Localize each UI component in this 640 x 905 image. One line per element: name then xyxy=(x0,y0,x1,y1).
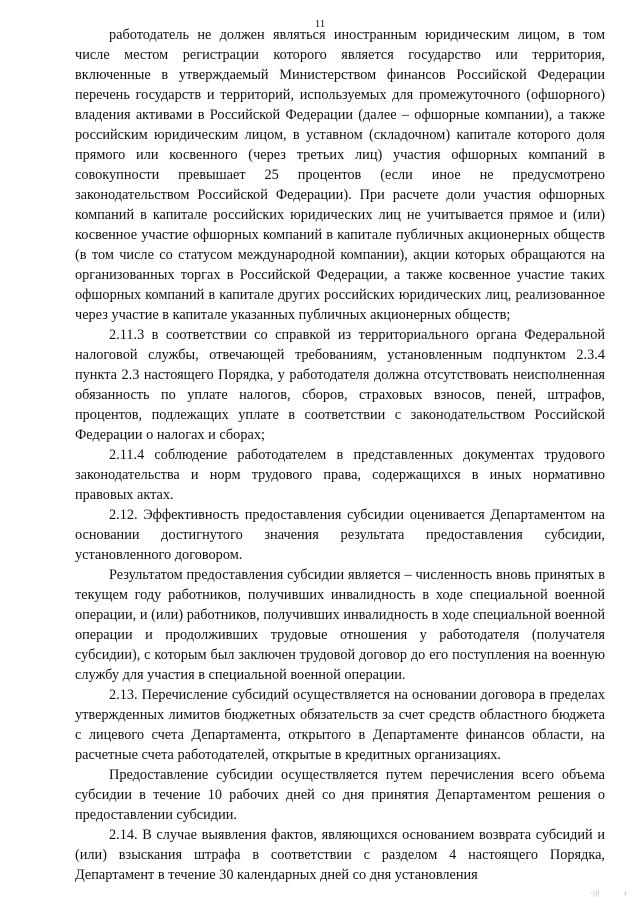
paragraph-subsidy-transfer: Предоставление субсидии осуществляется путем перечисления всего объема субсидии в течение 10 рабочих дней со дня принятия Департаментом решения о предоставлении субсидии. xyxy=(75,767,605,823)
footer-scan-mark: ·||| xyxy=(590,891,600,897)
paragraph-2-14: 2.14. В случае выявления фактов, являющихся основанием возврата субсидий и (или) взыскания штрафа в соответствии с разделом 4 настоящего Порядка, Департамент в течение 30 календарных дней со дня установления xyxy=(75,827,605,883)
paragraph-2-12: 2.12. Эффективность предоставления субсидии оценивается Департаментом на основании достигнутого значения результата предоставления субсидии, установленного договором. xyxy=(75,507,605,563)
paragraph-subsidy-result: Результатом предоставления субсидии является – численность вновь принятых в текущем году работников, получивших инвалидность в ходе специальной военной операции, и (или) работников, получивших инвалидность в ходе специальной военной операции и продолживших трудовые отношения у работодателя (получателя субсидии), с которым был заключен трудовой договор до его поступления на военную службу для участия в специальной военной операции. xyxy=(75,567,605,683)
paragraph-2-11-4: 2.11.4 соблюдение работодателем в представленных документах трудового законодательства и норм трудового права, содержащихся в иных нормативно правовых актах. xyxy=(75,447,605,503)
document-body xyxy=(75,25,605,885)
page-number: 11 xyxy=(314,18,326,30)
footer-scan-mark-2: ı xyxy=(624,891,626,897)
paragraph-2-11-3: 2.11.3 в соответствии со справкой из территориального органа Федеральной налоговой службы, отвечающей требованиям, установленным подпунктом 2.3.4 пункта 2.3 настоящего Порядка, у работодателя должна отсутствовать неисполненная обязанность по уплате налогов, сборов, страховых взносов, пеней, штрафов, процентов, подлежащих уплате в соответствии с законодательством Российской Федерации о налогах и сборах; xyxy=(75,327,605,443)
paragraph-offshore-requirement: работодатель не должен являться иностранным юридическим лицом, в том числе местом регистрации которого является государство или территория, включенные в утверждаемый Министерством финансов Российской Федерации перечень государств и территорий, используемых для промежуточного (офшорного) владения активами в Российской Федерации (далее – офшорные компании), а также российским юридическим лицом, в уставном (складочном) капитале которого доля прямого или косвенного (через третьих лиц) участия офшорных компаний в совокупности превышает 25 процентов (если иное не предусмотрено законодательством Российской Федерации). При расчете доли участия офшорных компаний в капитале российских юридических лиц не учитывается прямое и (или) косвенное участие офшорных компаний в капитале публичных акционерных обществ (в том числе со статусом международной компании), акции которых обращаются на организованных торгах в Российской Федерации, а также косвенное участие таких офшорных компаний в капитале других российских юридических лиц, реализованное через участие в капитале указанных публичных акционерных обществ; xyxy=(75,27,605,323)
paragraph-2-13: 2.13. Перечисление субсидий осуществляется на основании договора в пределах утвержденных лимитов бюджетных обязательств за счет средств областного бюджета с лицевого счета Департамента, открытого в Департаменте финансов области, на расчетные счета работодателей, открытые в кредитных организациях. xyxy=(75,687,605,763)
